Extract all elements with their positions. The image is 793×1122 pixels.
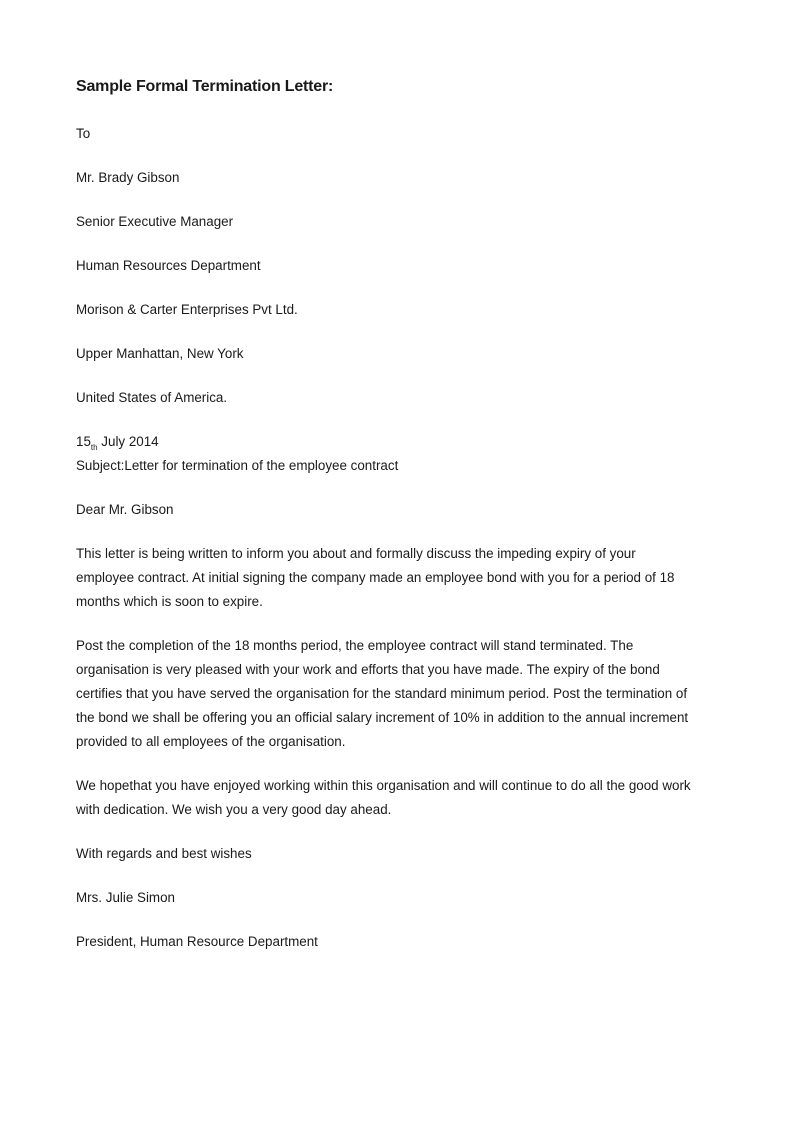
paragraph-line: with dedication. We wish you a very good day ahead.	[76, 802, 392, 817]
paragraph-line: This letter is being written to inform you about and formally discuss the impeding expiry of your	[76, 546, 636, 561]
body-paragraph-3	[76, 774, 726, 822]
body-paragraph-2	[76, 634, 726, 754]
salutation: Dear Mr. Gibson	[76, 502, 174, 517]
letter-date	[76, 430, 159, 454]
date-day: 15	[76, 434, 91, 449]
paragraph-line: months which is soon to expire.	[76, 594, 263, 609]
recipient-city: Upper Manhattan, New York	[76, 346, 244, 361]
signer-title: President, Human Resource Department	[76, 934, 318, 949]
closing: With regards and best wishes	[76, 846, 252, 861]
paragraph-line: employee contract. At initial signing the company made an employee bond with you for a period of 18	[76, 570, 675, 585]
recipient-title: Senior Executive Manager	[76, 214, 234, 229]
letter-subject: Subject:Letter for termination of the employee contract	[76, 458, 399, 473]
paragraph-line: We hopethat you have enjoyed working within this organisation and will continue to do all the good work	[76, 778, 691, 793]
body-paragraph-1	[76, 542, 726, 614]
paragraph-line: certifies that you have served the organisation for the standard minimum period. Post the termination of	[76, 686, 688, 701]
paragraph-line: provided to all employees of the organisation.	[76, 734, 346, 749]
signer-name: Mrs. Julie Simon	[76, 890, 175, 905]
recipient-country: United States of America.	[76, 390, 228, 405]
recipient-department: Human Resources Department	[76, 258, 261, 273]
date-rest: July 2014	[97, 434, 159, 449]
paragraph-line: organisation is very pleased with your work and efforts that you have made. The expiry of the bond	[76, 662, 660, 677]
to-label: To	[76, 126, 91, 141]
paragraph-line: Post the completion of the 18 months period, the employee contract will stand terminated. The	[76, 638, 634, 653]
paragraph-line: the bond we shall be offering you an official salary increment of 10% in addition to the annual increment	[76, 710, 689, 725]
letter-title: Sample Formal Termination Letter:	[76, 78, 334, 95]
recipient-name: Mr. Brady Gibson	[76, 170, 180, 185]
date-suffix: th	[90, 443, 98, 452]
recipient-company: Morison & Carter Enterprises Pvt Ltd.	[76, 302, 298, 317]
